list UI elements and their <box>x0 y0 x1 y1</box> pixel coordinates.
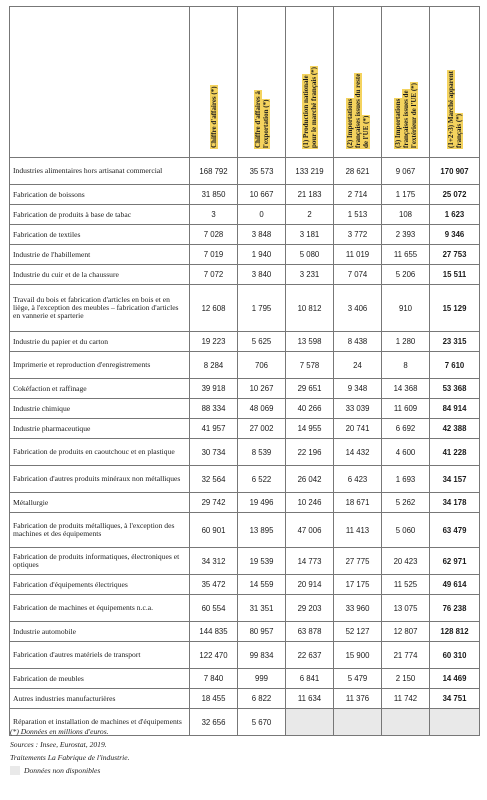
table-row <box>10 575 480 595</box>
table-row <box>10 419 480 439</box>
header-ca <box>190 7 238 158</box>
header-text-line: françaises issues du reste <box>353 73 362 148</box>
row-label: Travail du bois et fabrication d'articles en bois et en liège, à l'exception des meubles – fabrication d'articles en vannerie et sparterie <box>10 285 190 332</box>
value-cell: 144 835 <box>190 622 238 642</box>
value-cell: 11 634 <box>286 689 334 709</box>
value-cell: 26 042 <box>286 466 334 493</box>
row-label: Cokéfaction et raffinage <box>10 379 190 399</box>
table-row <box>10 548 480 575</box>
value-cell: 31 351 <box>238 595 286 622</box>
unavailable-swatch <box>10 766 20 775</box>
row-label: Fabrication de produits informatiques, électroniques et optiques <box>10 548 190 575</box>
value-cell: 7 840 <box>190 669 238 689</box>
value-cell: 5 080 <box>286 245 334 265</box>
header-text-line: Chiffre d'affaires à <box>253 91 262 148</box>
row-label: Fabrication de produits métalliques, à l'exception des machines et des équipements <box>10 513 190 548</box>
table-row <box>10 205 480 225</box>
table-row <box>10 622 480 642</box>
table-row <box>10 689 480 709</box>
total-cell: 23 315 <box>430 332 480 352</box>
value-cell: 60 554 <box>190 595 238 622</box>
value-cell: 3 406 <box>334 285 382 332</box>
total-cell: 7 610 <box>430 352 480 379</box>
unavailable-legend <box>10 764 130 777</box>
header-text-line: (1+2+3) Marché apparent <box>446 71 455 148</box>
total-cell: 15 129 <box>430 285 480 332</box>
unavailable-cell <box>382 709 430 736</box>
value-cell: 168 792 <box>190 158 238 185</box>
value-cell: 3 231 <box>286 265 334 285</box>
row-label: Industries alimentaires hors artisanat commercial <box>10 158 190 185</box>
value-cell: 24 <box>334 352 382 379</box>
total-cell: 63 479 <box>430 513 480 548</box>
total-cell: 60 310 <box>430 642 480 669</box>
value-cell: 10 667 <box>238 185 286 205</box>
total-cell: 42 388 <box>430 419 480 439</box>
header-text-line: pour le marché français (*) <box>309 66 318 148</box>
value-cell: 40 266 <box>286 399 334 419</box>
row-label: Industrie pharmaceutique <box>10 419 190 439</box>
value-cell: 32 564 <box>190 466 238 493</box>
value-cell: 14 773 <box>286 548 334 575</box>
value-cell: 3 181 <box>286 225 334 245</box>
total-cell: 27 753 <box>430 245 480 265</box>
table-row <box>10 158 480 185</box>
value-cell: 99 834 <box>238 642 286 669</box>
table-row <box>10 399 480 419</box>
row-label: Industrie de l'habillement <box>10 245 190 265</box>
value-cell: 19 539 <box>238 548 286 575</box>
value-cell: 8 <box>382 352 430 379</box>
row-label: Métallurgie <box>10 493 190 513</box>
table-row <box>10 225 480 245</box>
total-cell: 34 751 <box>430 689 480 709</box>
value-cell: 28 621 <box>334 158 382 185</box>
value-cell: 5 206 <box>382 265 430 285</box>
row-label: Fabrication d'équipements électriques <box>10 575 190 595</box>
value-cell: 15 900 <box>334 642 382 669</box>
table-row <box>10 265 480 285</box>
value-cell: 910 <box>382 285 430 332</box>
value-cell: 5 262 <box>382 493 430 513</box>
value-cell: 0 <box>238 205 286 225</box>
header-text-line: (3) Importations <box>393 98 402 148</box>
value-cell: 20 741 <box>334 419 382 439</box>
value-cell: 41 957 <box>190 419 238 439</box>
header-ca-export <box>238 7 286 158</box>
value-cell: 13 895 <box>238 513 286 548</box>
row-label: Autres industries manufacturières <box>10 689 190 709</box>
value-cell: 3 <box>190 205 238 225</box>
header-text-line: françaises issues de <box>401 90 410 148</box>
value-cell: 10 267 <box>238 379 286 399</box>
value-cell: 29 742 <box>190 493 238 513</box>
row-label: Réparation et installation de machines et d'équipements <box>10 709 190 736</box>
header-text-line: (2) Importations <box>345 98 354 148</box>
table-row <box>10 669 480 689</box>
value-cell: 27 002 <box>238 419 286 439</box>
value-cell: 31 850 <box>190 185 238 205</box>
value-cell: 13 598 <box>286 332 334 352</box>
unit-note: (*) Données en millions d'euros. <box>10 727 109 736</box>
row-label: Fabrication de produits à base de tabac <box>10 205 190 225</box>
table-row <box>10 439 480 466</box>
data-table-wrapper <box>9 6 479 736</box>
value-cell: 6 423 <box>334 466 382 493</box>
value-cell: 19 496 <box>238 493 286 513</box>
value-cell: 7 578 <box>286 352 334 379</box>
value-cell: 39 918 <box>190 379 238 399</box>
total-cell: 62 971 <box>430 548 480 575</box>
table-row <box>10 642 480 669</box>
table-notes <box>10 725 130 777</box>
table-row <box>10 493 480 513</box>
header-row <box>10 7 480 158</box>
value-cell: 3 848 <box>238 225 286 245</box>
table-row <box>10 513 480 548</box>
value-cell: 1 513 <box>334 205 382 225</box>
total-cell: 128 812 <box>430 622 480 642</box>
value-cell: 2 714 <box>334 185 382 205</box>
total-cell: 34 157 <box>430 466 480 493</box>
value-cell: 22 196 <box>286 439 334 466</box>
table-row <box>10 332 480 352</box>
total-cell: 53 368 <box>430 379 480 399</box>
value-cell: 30 734 <box>190 439 238 466</box>
value-cell: 11 376 <box>334 689 382 709</box>
row-label: Industrie chimique <box>10 399 190 419</box>
value-cell: 20 423 <box>382 548 430 575</box>
value-cell: 1 940 <box>238 245 286 265</box>
total-cell: 170 907 <box>430 158 480 185</box>
header-text-line: de l'UE (*) <box>361 115 370 148</box>
table-row <box>10 595 480 622</box>
value-cell: 29 203 <box>286 595 334 622</box>
total-cell: 9 346 <box>430 225 480 245</box>
value-cell: 34 312 <box>190 548 238 575</box>
table-row <box>10 245 480 265</box>
value-cell: 14 955 <box>286 419 334 439</box>
header-text-line: l'exportation (*) <box>261 99 270 148</box>
value-cell: 1 280 <box>382 332 430 352</box>
value-cell: 22 637 <box>286 642 334 669</box>
value-cell: 88 334 <box>190 399 238 419</box>
value-cell: 5 060 <box>382 513 430 548</box>
value-cell: 3 840 <box>238 265 286 285</box>
value-cell: 4 600 <box>382 439 430 466</box>
table-row <box>10 379 480 399</box>
row-label: Fabrication de boissons <box>10 185 190 205</box>
total-cell: 41 228 <box>430 439 480 466</box>
value-cell: 6 522 <box>238 466 286 493</box>
industry-table <box>9 6 480 736</box>
value-cell: 20 914 <box>286 575 334 595</box>
row-label: Imprimerie et reproduction d'enregistrements <box>10 352 190 379</box>
value-cell: 60 901 <box>190 513 238 548</box>
value-cell: 32 656 <box>190 709 238 736</box>
row-label: Industrie automobile <box>10 622 190 642</box>
total-cell: 49 614 <box>430 575 480 595</box>
value-cell: 122 470 <box>190 642 238 669</box>
table-row <box>10 466 480 493</box>
value-cell: 2 393 <box>382 225 430 245</box>
value-cell: 11 655 <box>382 245 430 265</box>
value-cell: 9 067 <box>382 158 430 185</box>
row-label: Industrie du cuir et de la chaussure <box>10 265 190 285</box>
value-cell: 80 957 <box>238 622 286 642</box>
value-cell: 5 625 <box>238 332 286 352</box>
value-cell: 12 807 <box>382 622 430 642</box>
unavailable-legend-label: Données non disponibles <box>24 766 101 775</box>
table-row <box>10 285 480 332</box>
value-cell: 2 <box>286 205 334 225</box>
value-cell: 17 175 <box>334 575 382 595</box>
total-cell: 84 914 <box>430 399 480 419</box>
header-text-line: Chiffre d'affaires (*) <box>209 86 218 148</box>
row-label: Fabrication de textiles <box>10 225 190 245</box>
table-row <box>10 352 480 379</box>
value-cell: 10 812 <box>286 285 334 332</box>
value-cell: 8 539 <box>238 439 286 466</box>
row-label: Fabrication de produits en caoutchouc et en plastique <box>10 439 190 466</box>
value-cell: 11 742 <box>382 689 430 709</box>
row-label: Fabrication de meubles <box>10 669 190 689</box>
value-cell: 18 455 <box>190 689 238 709</box>
header-production-nationale <box>286 7 334 158</box>
value-cell: 3 772 <box>334 225 382 245</box>
table-row <box>10 185 480 205</box>
value-cell: 14 368 <box>382 379 430 399</box>
value-cell: 5 670 <box>238 709 286 736</box>
value-cell: 35 573 <box>238 158 286 185</box>
value-cell: 12 608 <box>190 285 238 332</box>
header-label-column <box>10 7 190 158</box>
header-text-line: (1) Production nationale <box>301 75 310 148</box>
value-cell: 1 693 <box>382 466 430 493</box>
unavailable-cell <box>334 709 382 736</box>
total-cell: 25 072 <box>430 185 480 205</box>
header-marche-apparent <box>430 7 480 158</box>
value-cell: 21 183 <box>286 185 334 205</box>
total-cell: 34 178 <box>430 493 480 513</box>
value-cell: 11 609 <box>382 399 430 419</box>
header-text-line: français (*) <box>454 113 463 148</box>
value-cell: 999 <box>238 669 286 689</box>
value-cell: 19 223 <box>190 332 238 352</box>
value-cell: 6 822 <box>238 689 286 709</box>
value-cell: 11 525 <box>382 575 430 595</box>
value-cell: 11 019 <box>334 245 382 265</box>
value-cell: 21 774 <box>382 642 430 669</box>
value-cell: 18 671 <box>334 493 382 513</box>
value-cell: 133 219 <box>286 158 334 185</box>
value-cell: 6 692 <box>382 419 430 439</box>
value-cell: 27 775 <box>334 548 382 575</box>
value-cell: 9 348 <box>334 379 382 399</box>
value-cell: 5 479 <box>334 669 382 689</box>
value-cell: 108 <box>382 205 430 225</box>
row-label: Industrie du papier et du carton <box>10 332 190 352</box>
unavailable-cell <box>430 709 480 736</box>
value-cell: 7 074 <box>334 265 382 285</box>
value-cell: 11 413 <box>334 513 382 548</box>
total-cell: 1 623 <box>430 205 480 225</box>
value-cell: 29 651 <box>286 379 334 399</box>
value-cell: 14 559 <box>238 575 286 595</box>
header-imports-hors-ue <box>382 7 430 158</box>
value-cell: 2 150 <box>382 669 430 689</box>
value-cell: 52 127 <box>334 622 382 642</box>
value-cell: 33 960 <box>334 595 382 622</box>
value-cell: 48 069 <box>238 399 286 419</box>
value-cell: 63 878 <box>286 622 334 642</box>
total-cell: 14 469 <box>430 669 480 689</box>
total-cell: 76 238 <box>430 595 480 622</box>
value-cell: 10 246 <box>286 493 334 513</box>
value-cell: 1 795 <box>238 285 286 332</box>
value-cell: 35 472 <box>190 575 238 595</box>
total-cell: 15 511 <box>430 265 480 285</box>
row-label: Fabrication d'autres produits minéraux non métalliques <box>10 466 190 493</box>
value-cell: 47 006 <box>286 513 334 548</box>
value-cell: 7 028 <box>190 225 238 245</box>
unavailable-cell <box>286 709 334 736</box>
treatment-note: Traitements La Fabrique de l'industrie. <box>10 753 130 762</box>
value-cell: 706 <box>238 352 286 379</box>
value-cell: 6 841 <box>286 669 334 689</box>
value-cell: 8 438 <box>334 332 382 352</box>
sources-note: Sources : Insee, Eurostat, 2019. <box>10 740 107 749</box>
row-label: Fabrication de machines et équipements n.c.a. <box>10 595 190 622</box>
value-cell: 8 284 <box>190 352 238 379</box>
value-cell: 14 432 <box>334 439 382 466</box>
value-cell: 33 039 <box>334 399 382 419</box>
value-cell: 7 019 <box>190 245 238 265</box>
row-label: Fabrication d'autres matériels de transport <box>10 642 190 669</box>
header-text-line: l'extérieur de l'UE (*) <box>409 83 418 148</box>
value-cell: 13 075 <box>382 595 430 622</box>
header-imports-ue <box>334 7 382 158</box>
value-cell: 1 175 <box>382 185 430 205</box>
value-cell: 7 072 <box>190 265 238 285</box>
